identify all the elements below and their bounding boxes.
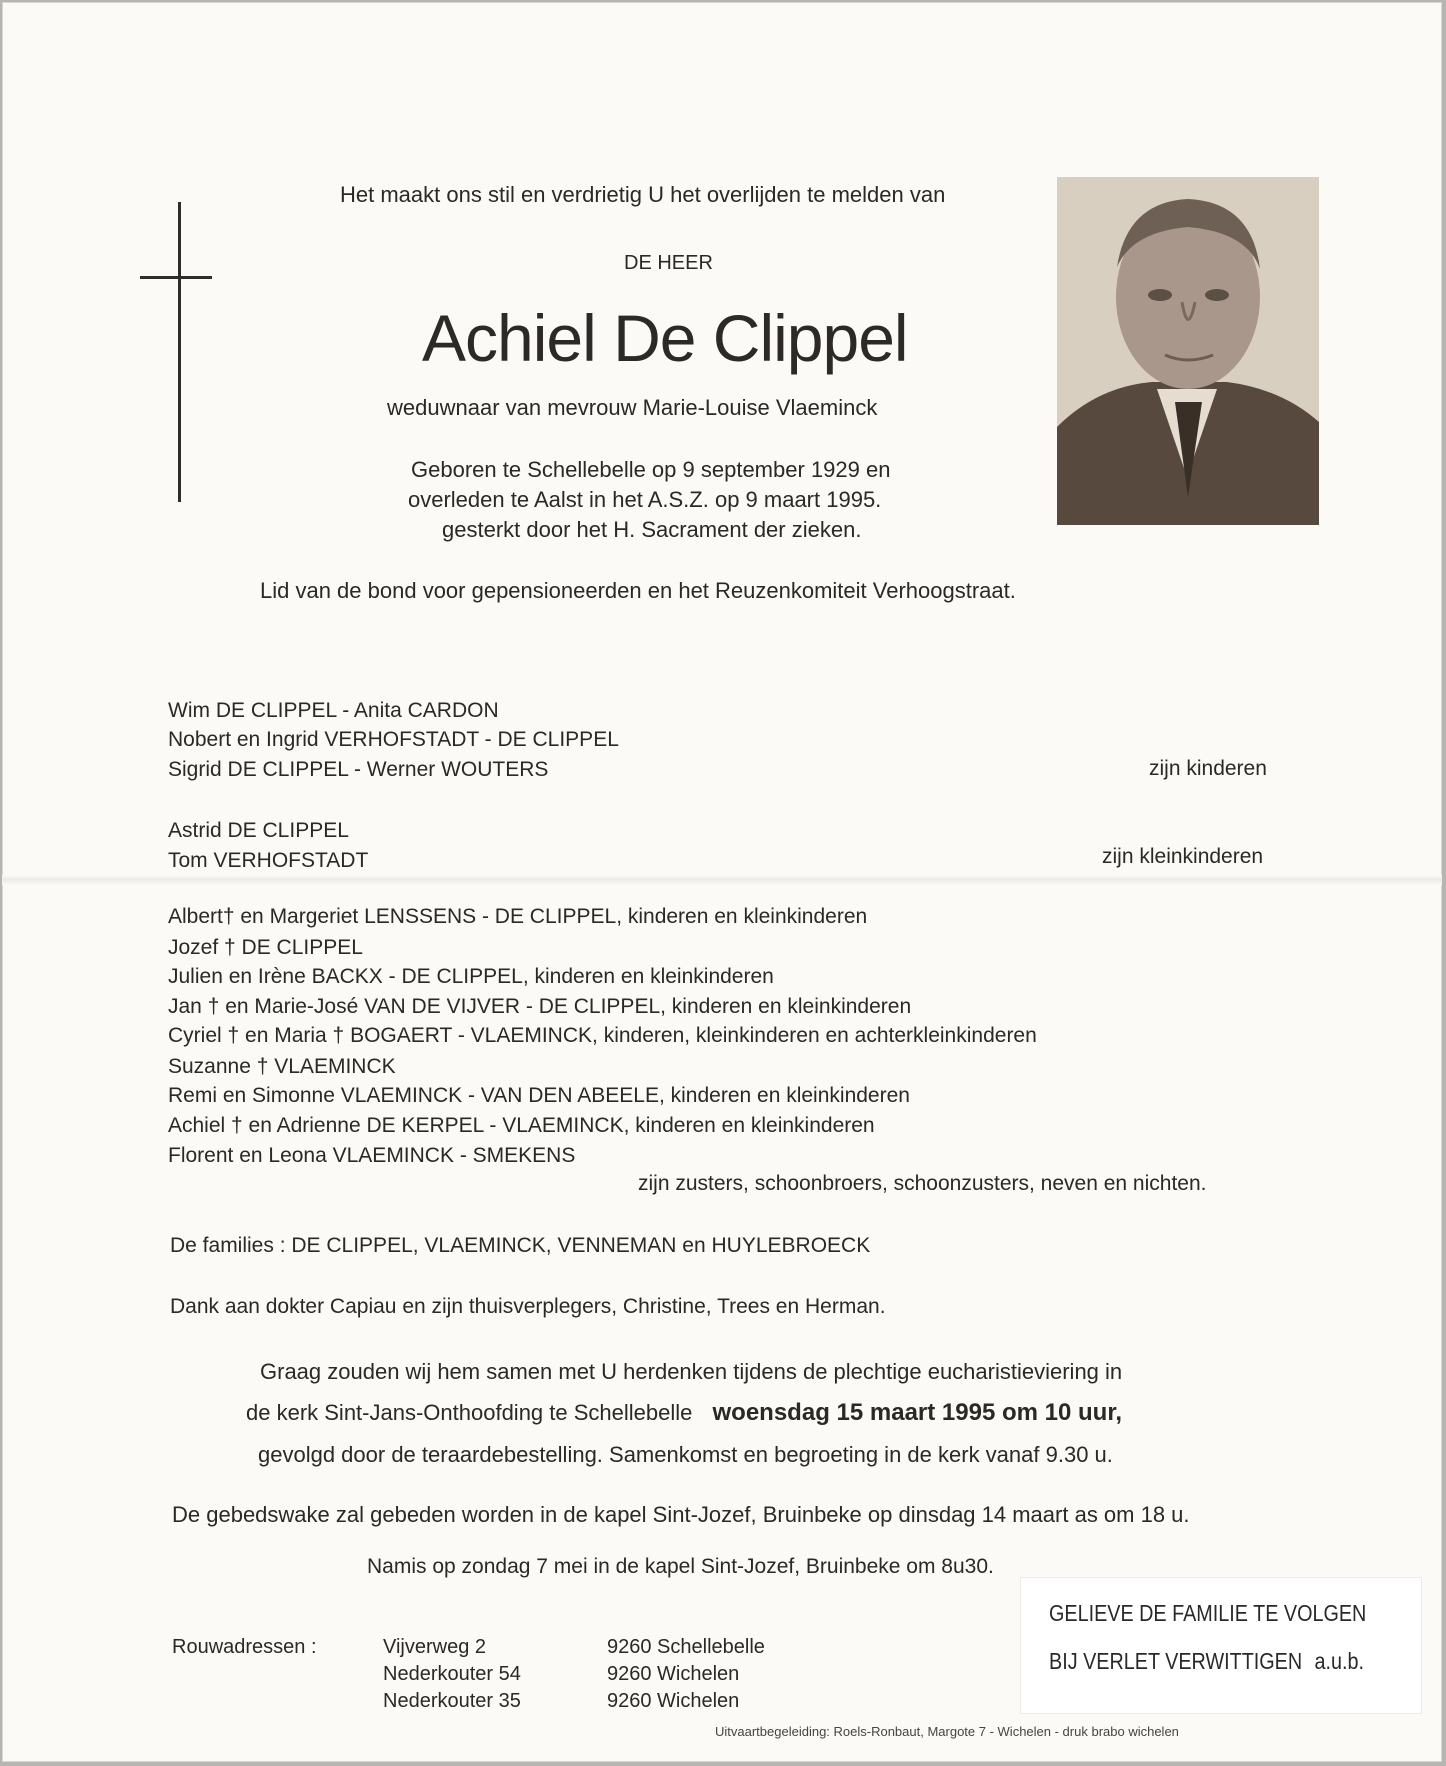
sibling-line: Jan † en Marie-José VAN DE VIJVER - DE CLIPPEL, kinderen en kleinkinderen xyxy=(168,995,912,1018)
widower-line: weduwnaar van mevrouw Marie-Louise Vlaeminck xyxy=(387,395,878,420)
deceased-name: Achiel De Clippel xyxy=(422,301,908,375)
memorial-card xyxy=(2,2,1442,1762)
address-town: 9260 Wichelen xyxy=(607,1663,740,1685)
service-date-time: woensdag 15 maart 1995 om 10 uur, xyxy=(712,1399,1123,1426)
service-line-1: Graag zouden wij hem samen met U herdenken tijdens de plechtige eucharistieviering in xyxy=(260,1359,1123,1384)
thanks-line: Dank aan dokter Capiau en zijn thuisverplegers, Christine, Trees en Herman. xyxy=(170,1295,886,1318)
portrait-illustration xyxy=(1057,177,1319,525)
sibling-line: Remi en Simonne VLAEMINCK - VAN DEN ABEELE, kinderen en kleinkinderen xyxy=(168,1084,910,1107)
intro-text: Het maakt ons stil en verdrietig U het overlijden te melden van xyxy=(340,182,946,207)
service-line-3: gevolgd door de teraardebestelling. Samenkomst en begroeting in de kerk vanaf 9.30 u. xyxy=(258,1442,1113,1467)
sibling-line: Suzanne † VLAEMINCK xyxy=(168,1055,396,1078)
stamp-line-1: GELIEVE DE FAMILIE TE VOLGEN xyxy=(1049,1600,1367,1626)
address-street: Nederkouter 54 xyxy=(383,1663,521,1685)
fold-line xyxy=(2,875,1442,885)
sibling-line: Julien en Irène BACKX - DE CLIPPEL, kinderen en kleinkinderen xyxy=(168,965,774,988)
grandchildren-relation: zijn kleinkinderen xyxy=(1102,845,1264,868)
stamp-line-2-suffix: a.u.b. xyxy=(1314,1648,1365,1674)
children-relation: zijn kinderen xyxy=(1149,757,1267,780)
service-church: de kerk Sint-Jans-Onthoofding te Schellebelle xyxy=(246,1400,693,1425)
stamp-line-2 xyxy=(1049,1648,1364,1675)
siblings-relation: zijn zusters, schoonbroers, schoonzusters, neven en nichten. xyxy=(638,1172,1207,1195)
sibling-line: Florent en Leona VLAEMINCK - SMEKENS xyxy=(168,1144,576,1167)
stamp-line-2-text: BIJ VERLET VERWITTIGEN xyxy=(1049,1648,1303,1674)
child-line: Wim DE CLIPPEL - Anita CARDON xyxy=(168,699,499,722)
addresses-label: Rouwadressen : xyxy=(172,1636,317,1658)
title-prefix: DE HEER xyxy=(624,252,713,274)
death-line: overleden te Aalst in het A.S.Z. op 9 maart 1995. xyxy=(408,487,882,512)
footer-credit: Uitvaartbegeleiding: Roels-Ronbaut, Margote 7 - Wichelen - druk brabo wichelen xyxy=(715,1724,1179,1739)
child-line: Nobert en Ingrid VERHOFSTADT - DE CLIPPEL xyxy=(168,728,619,751)
sibling-line: Achiel † en Adrienne DE KERPEL - VLAEMINCK, kinderen en kleinkinderen xyxy=(168,1114,875,1137)
sibling-line: Jozef † DE CLIPPEL xyxy=(168,936,363,959)
membership-line: Lid van de bond voor gepensioneerden en het Reuzenkomiteit Verhoogstraat. xyxy=(260,578,1016,603)
address-street: Vijverweg 2 xyxy=(383,1636,487,1658)
request-stamp xyxy=(1020,1577,1422,1714)
vigil-line: De gebedswake zal gebeden worden in de kapel Sint-Jozef, Bruinbeke op dinsdag 14 maart as om 18 u. xyxy=(172,1502,1190,1527)
cross-vertical-bar xyxy=(178,202,181,502)
mass-line: Namis op zondag 7 mei in de kapel Sint-Jozef, Bruinbeke om 8u30. xyxy=(367,1555,994,1578)
grandchild-line: Astrid DE CLIPPEL xyxy=(168,819,349,842)
child-line: Sigrid DE CLIPPEL - Werner WOUTERS xyxy=(168,758,549,781)
sacrament-line: gesterkt door het H. Sacrament der zieken. xyxy=(442,517,862,542)
address-street: Nederkouter 35 xyxy=(383,1690,521,1712)
portrait-photo xyxy=(1057,177,1319,525)
address-town: 9260 Schellebelle xyxy=(607,1636,765,1658)
birth-line: Geboren te Schellebelle op 9 september 1929 en xyxy=(411,457,891,482)
sibling-line: Albert† en Margeriet LENSSENS - DE CLIPPEL, kinderen en kleinkinderen xyxy=(168,905,868,928)
sibling-line: Cyriel † en Maria † BOGAERT - VLAEMINCK, kinderen, kleinkinderen en achterkleinkinderen xyxy=(168,1024,1037,1047)
cross-horizontal-bar xyxy=(140,276,212,279)
address-town: 9260 Wichelen xyxy=(607,1690,740,1712)
service-line-2 xyxy=(246,1399,1122,1427)
families-line: De families : DE CLIPPEL, VLAEMINCK, VENNEMAN en HUYLEBROECK xyxy=(170,1234,871,1257)
grandchild-line: Tom VERHOFSTADT xyxy=(168,849,369,872)
